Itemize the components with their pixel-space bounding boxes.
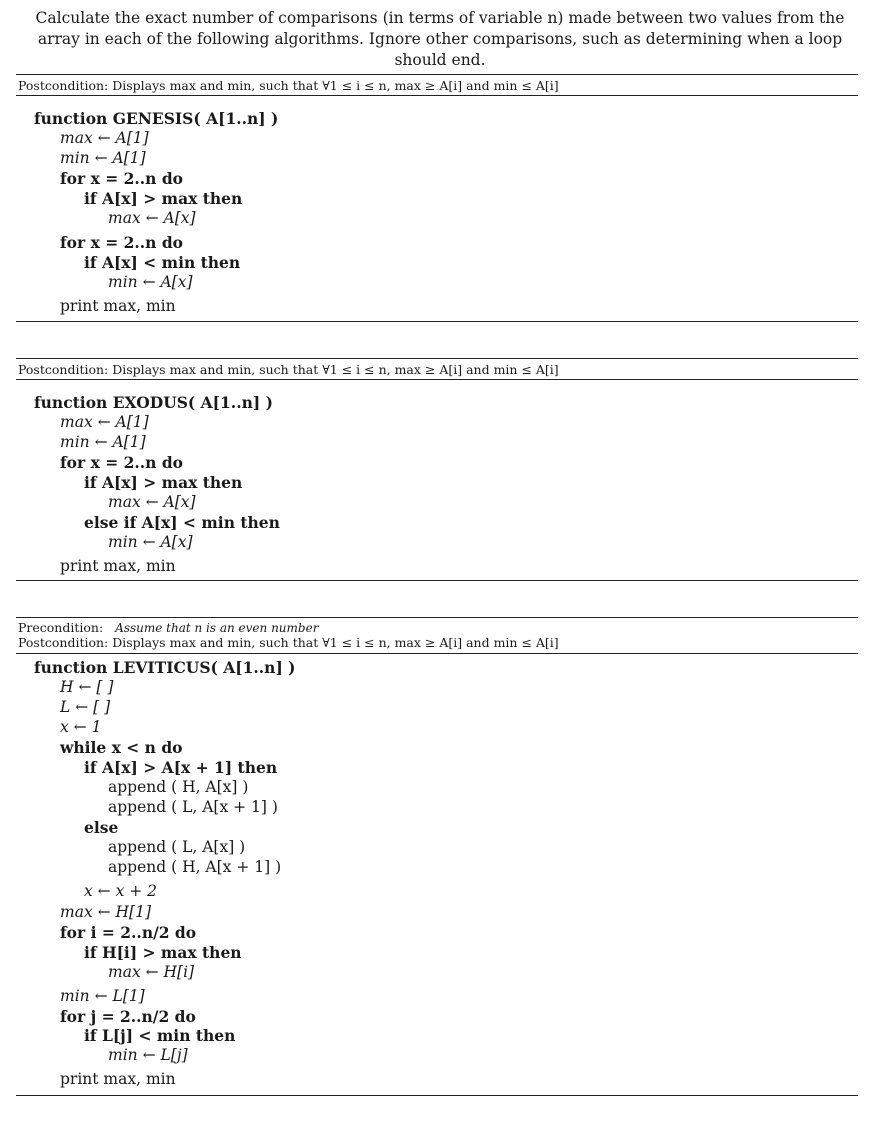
code-line: append ( L, A[x] ): [108, 838, 246, 856]
code-line: if A[x] < min then: [84, 253, 241, 272]
precondition-text: Assume that n is an even number: [115, 621, 319, 635]
code-line: max ← A[1]: [60, 129, 149, 147]
code-line: if L[j] < min then: [84, 1026, 236, 1045]
code-line: L ← [ ]: [60, 698, 111, 716]
precondition: [18, 620, 318, 635]
function-header: function LEVITICUS( A[1..n] ): [34, 658, 296, 677]
code-line: min ← A[1]: [60, 433, 146, 451]
code-line: print max, min: [60, 557, 176, 575]
code-line: max ← A[1]: [60, 413, 149, 431]
code-line: min ← L[j]: [108, 1046, 188, 1064]
postcondition: Postcondition: Displays max and min, such that ∀1 ≤ i ≤ n, max ≥ A[i] and min ≤ A[i]: [18, 78, 559, 93]
code-line: max ← A[x]: [108, 209, 196, 227]
code-line: else: [84, 818, 119, 837]
code-line: min ← L[1]: [60, 987, 145, 1005]
code-line: append ( L, A[x + 1] ): [108, 798, 278, 816]
code-line: for x = 2..n do: [60, 233, 184, 252]
code-line: x ← 1: [60, 718, 102, 736]
postcondition: Postcondition: Displays max and min, such that ∀1 ≤ i ≤ n, max ≥ A[i] and min ≤ A[i]: [18, 635, 559, 650]
code-line: if A[x] > A[x + 1] then: [84, 758, 278, 777]
code-line: if A[x] > max then: [84, 473, 243, 492]
code-line: x ← x + 2: [84, 882, 158, 900]
code-line: max ← H[i]: [108, 963, 195, 981]
code-line: print max, min: [60, 1070, 176, 1088]
code-line: for j = 2..n/2 do: [60, 1007, 196, 1026]
intro-paragraph: Calculate the exact number of comparisons (in terms of variable n) made between two values from the array in each of the following algorithms. Ignore other comparisons, such as determining when a loop should end.: [35, 9, 845, 69]
algorithm-genesis: [16, 74, 858, 324]
algorithm-leviticus: [16, 617, 858, 1099]
code-line: if H[i] > max then: [84, 943, 242, 962]
function-header: function EXODUS( A[1..n] ): [34, 393, 273, 412]
code-line: H ← [ ]: [60, 678, 114, 696]
code-line: min ← A[x]: [108, 273, 193, 291]
code-line: while x < n do: [60, 738, 183, 757]
code-line: for x = 2..n do: [60, 453, 184, 472]
code-line: print max, min: [60, 297, 176, 315]
code-line: min ← A[1]: [60, 149, 146, 167]
code-line: max ← A[x]: [108, 493, 196, 511]
code-line: for i = 2..n/2 do: [60, 923, 197, 942]
code-line: append ( H, A[x + 1] ): [108, 858, 282, 876]
code-line: for x = 2..n do: [60, 169, 184, 188]
algorithm-exodus: [16, 358, 858, 583]
code-line: min ← A[x]: [108, 533, 193, 551]
code-line: max ← H[1]: [60, 903, 151, 921]
precondition-label: Precondition:: [18, 620, 104, 635]
postcondition: Postcondition: Displays max and min, such that ∀1 ≤ i ≤ n, max ≥ A[i] and min ≤ A[i]: [18, 362, 559, 377]
code-line: if A[x] > max then: [84, 189, 243, 208]
code-line: else if A[x] < min then: [84, 513, 280, 532]
code-line: append ( H, A[x] ): [108, 778, 249, 796]
function-header: function GENESIS( A[1..n] ): [34, 109, 279, 128]
